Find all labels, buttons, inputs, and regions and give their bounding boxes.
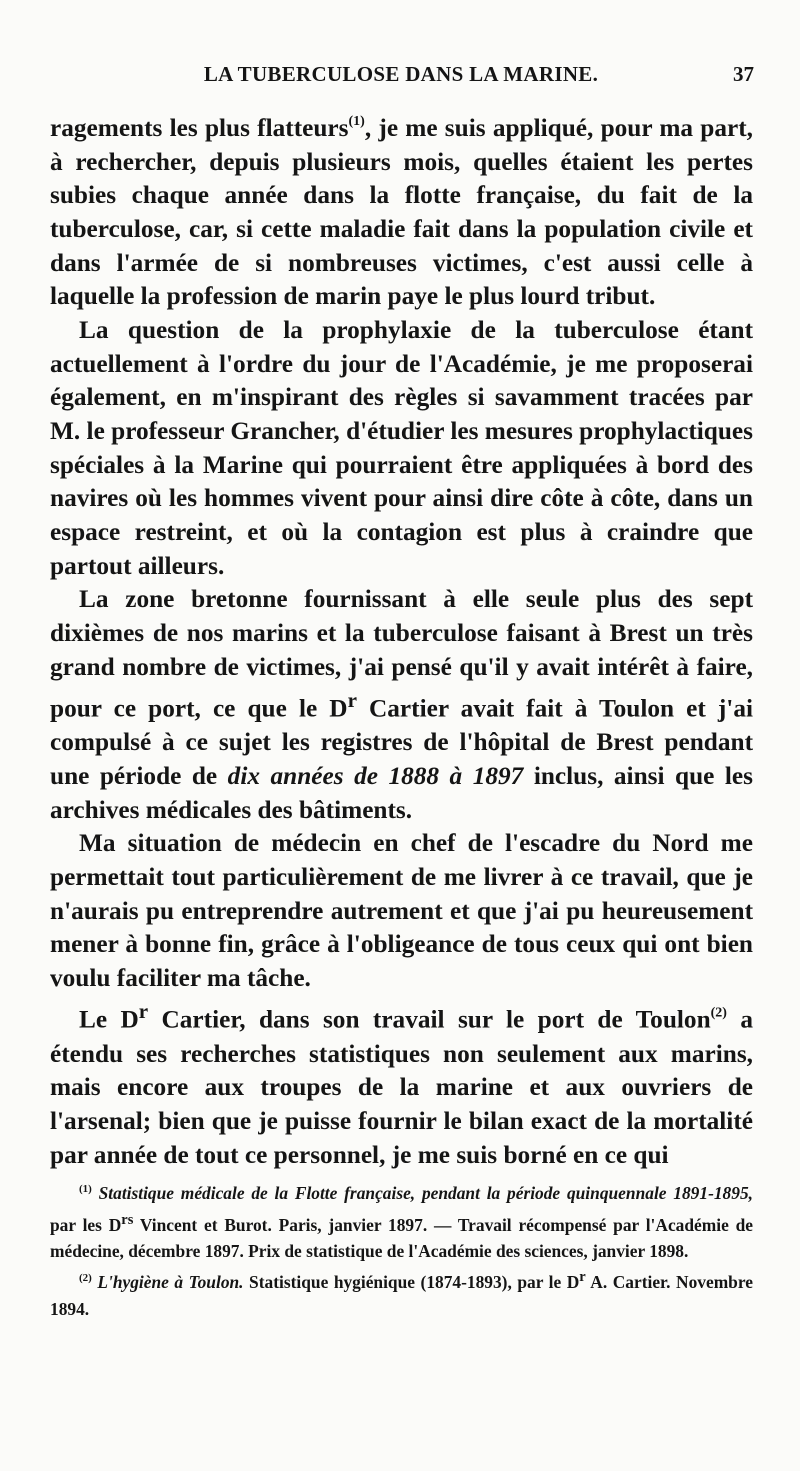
paragraph-text: a étendu ses recherches statistiques non seulement aux marins, mais encore aux troupes de la marine et aux ouvriers de l'arsenal; bien que je puisse fournir le bilan exact de la mortalité par année de tout ce personnel, je me suis borné en ce qui — [50, 1005, 753, 1169]
paragraph-text: Le D — [79, 1005, 139, 1034]
paragraph-5 — [50, 995, 753, 1172]
footnote-text: Statistique hygiénique (1874-1893), par le D — [243, 1272, 580, 1293]
footnote-title: Statistique médicale de la Flotte française, pendant la période quinquennale 1891-1895, — [98, 1183, 753, 1203]
footnote-1 — [50, 1180, 753, 1264]
footnote-text: par les D — [50, 1214, 122, 1235]
running-title: LA TUBERCULOSE DANS LA MARINE. — [203, 62, 599, 86]
footnote-mark: (2) — [79, 1272, 92, 1285]
footnote-2 — [50, 1264, 753, 1322]
paragraph-text: , je me suis appliqué, pour ma part, à rechercher, depuis plusieurs mois, quelles étaient les pertes subies chaque année dans la flotte française, du fait de la tuberculose, car, si cette maladie fait dans la population civile et dans l'armée de si nombreuses victimes, c'est aussi celle à laquelle la profession de marin paye le plus lourd tribut. — [50, 114, 754, 311]
page-header — [48, 62, 754, 88]
italic-period: dix années de 1888 à 1897 — [227, 761, 524, 790]
footnotes — [50, 1180, 753, 1322]
footnote-ref-2: (2) — [710, 1005, 727, 1021]
title-abbrev-sup: r — [347, 688, 357, 713]
paragraph-text: La zone bretonne fournissant à elle seule plus des sept dixièmes de nos marins et la tuberculose faisant à Brest un très grand nombre de victimes, j'ai pensé qu'il y avait intérêt à faire, pour ce port, ce que le D — [50, 585, 753, 723]
body-text — [50, 112, 753, 1172]
footnote-title: L'hygiène à Toulon. — [97, 1272, 244, 1293]
paragraph-4: Ma situation de médecin en chef de l'escadre du Nord me permettait tout particulièrement de me livrer à ce travail, que je n'aurais pu entreprendre autrement et que j'ai pu heureusement mener à bonne fin, grâce à l'obligeance de tous ceux qui ont bien voulu faciliter ma tâche. — [50, 829, 753, 992]
paragraph-text: ragements les plus flatteurs — [50, 114, 349, 142]
title-abbrev-sup: r — [579, 1269, 586, 1286]
footnote-ref-1: (1) — [348, 114, 365, 129]
title-abbrev-sup: rs — [121, 1211, 134, 1228]
title-abbrev-sup: r — [138, 999, 149, 1024]
footnote-mark: (1) — [79, 1183, 92, 1195]
paragraph-2: La question de la prophylaxie de la tuberculose étant actuellement à l'ordre du jour de l'Académie, je me proposerai également, en m'inspirant des règles si savamment tracées par M. le professeur Grancher, d'étudier les mesures prophylactiques spéciales à la Marine qui pourraient être appliquées à bord des navires où les hommes vivent pour ainsi dire côte à côte, dans un espace restreint, et où la contagion est plus à craindre que partout ailleurs. — [50, 315, 753, 580]
paragraph-1 — [50, 112, 753, 314]
paragraph-text: Cartier avait fait à Toulon et j'ai compulsé à ce sujet les registres de l'hôpital de Brest pendant une période de — [50, 694, 754, 790]
paragraph-text: inclus, ainsi que les archives médicales des bâtiments. — [50, 761, 753, 824]
paragraph-text: Cartier, dans son travail sur le port de Toulon — [148, 1005, 711, 1034]
footnote-text: A. Cartier. Novembre 1894. — [50, 1272, 753, 1319]
paragraph-3 — [50, 583, 753, 827]
footnote-text: Vincent et Burot. Paris, janvier 1897. — Travail récompensé par l'Académie de médecine, décembre 1897. Prix de statistique de l'Académie des sciences, janvier 1898. — [50, 1214, 753, 1261]
page-number: 37 — [733, 62, 754, 86]
